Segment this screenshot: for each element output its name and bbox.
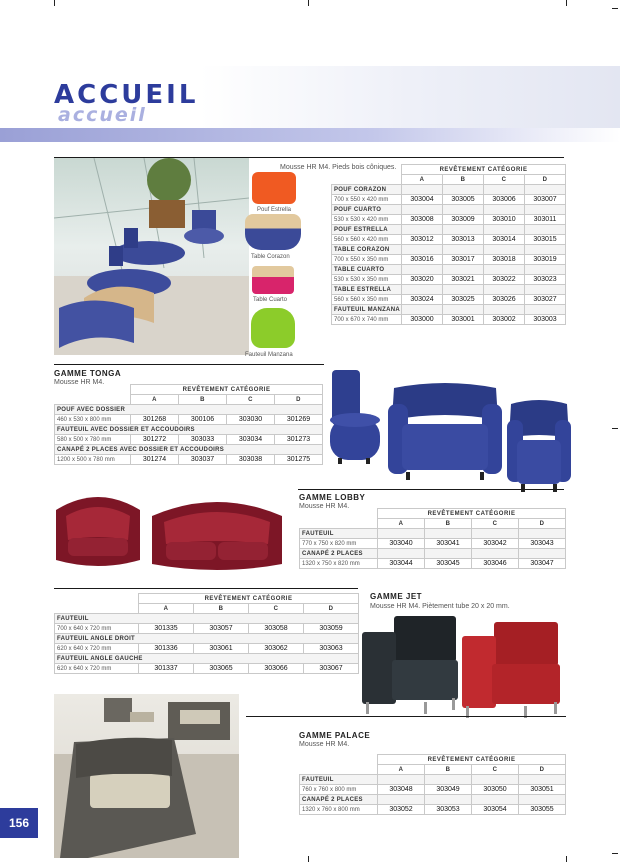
- product-code: 303021: [443, 275, 484, 285]
- label-table-cuarto: Table Cuarto: [253, 297, 288, 303]
- column-header: B: [443, 175, 484, 185]
- product-name: FAUTEUIL ANGLE GAUCHE: [55, 654, 359, 664]
- tonga-description: Mousse HR M4.: [54, 379, 105, 386]
- lobby-price-table: [299, 508, 566, 569]
- product-code: 303018: [484, 255, 525, 265]
- product-dims: 530 x 530 x 350 mm: [332, 275, 402, 285]
- product-code: 303057: [194, 624, 249, 634]
- product-name: POUF ESTRELLA: [332, 225, 402, 235]
- product-code: 303052: [378, 805, 425, 815]
- column-header: B: [425, 519, 472, 529]
- product-code: 301269: [275, 415, 323, 425]
- section1-price-table: [331, 164, 566, 325]
- product-code: 303009: [443, 215, 484, 225]
- product-name: CANAPÉ 2 PLACES: [300, 795, 378, 805]
- category-header: REVÊTEMENT CATÉGORIE: [378, 509, 566, 519]
- column-header: A: [402, 175, 443, 185]
- product-code: 300106: [179, 415, 227, 425]
- page-number: 156: [0, 808, 38, 838]
- column-header: C: [249, 604, 304, 614]
- tonga-sofa-image: [386, 380, 504, 486]
- product-code: 303030: [227, 415, 275, 425]
- crop-mark: [54, 0, 55, 6]
- product-name: FAUTEUIL: [300, 775, 378, 785]
- product-code: 303011: [525, 215, 566, 225]
- page-title: ACCUEIL: [54, 80, 199, 110]
- product-code: 301273: [275, 435, 323, 445]
- header-band: [0, 128, 620, 142]
- column-header: B: [194, 604, 249, 614]
- lobby-rule: [298, 489, 564, 490]
- product-code: 303034: [227, 435, 275, 445]
- column-header: D: [519, 765, 566, 775]
- product-code: 303053: [425, 805, 472, 815]
- product-code: 303049: [425, 785, 472, 795]
- jet-red-armchair-image: [458, 620, 562, 720]
- column-header: C: [484, 175, 525, 185]
- product-code: 301272: [131, 435, 179, 445]
- product-code: 303042: [472, 539, 519, 549]
- product-dims: 1200 x 500 x 780 mm: [55, 455, 131, 465]
- product-code: 303040: [378, 539, 425, 549]
- crop-mark: [612, 428, 618, 429]
- section1-rule: [54, 157, 564, 158]
- product-code: 301337: [139, 664, 194, 674]
- product-code: 303038: [227, 455, 275, 465]
- product-dims: 530 x 530 x 420 mm: [332, 215, 402, 225]
- product-name: FAUTEUIL: [55, 614, 359, 624]
- category-header: REVÊTEMENT CATÉGORIE: [139, 594, 359, 604]
- product-code: 303055: [519, 805, 566, 815]
- jet-description: Mousse HR M4. Piètement tube 20 x 20 mm.: [370, 603, 510, 610]
- product-code: 301274: [131, 455, 179, 465]
- table-corazon-image: [245, 214, 301, 250]
- product-code: 303058: [249, 624, 304, 634]
- product-code: 303026: [484, 295, 525, 305]
- table-cuarto-image: [252, 266, 294, 294]
- jet-black-armchair-image: [358, 614, 462, 716]
- product-code: 303005: [443, 195, 484, 205]
- lobby-armchair-image: [52, 490, 144, 576]
- product-code: 303007: [525, 195, 566, 205]
- product-code: 303027: [525, 295, 566, 305]
- category-header: REVÊTEMENT CATÉGORIE: [378, 755, 566, 765]
- crop-mark: [308, 856, 309, 862]
- product-code: 303010: [484, 215, 525, 225]
- product-name: FAUTEUIL: [300, 529, 378, 539]
- product-code: 303008: [402, 215, 443, 225]
- product-code: 301268: [131, 415, 179, 425]
- product-dims: 560 x 560 x 420 mm: [332, 235, 402, 245]
- jet-title: GAMME JET: [370, 592, 423, 601]
- product-name: FAUTEUIL AVEC DOSSIER ET ACCOUDOIRS: [55, 425, 323, 435]
- tonga-price-table: [54, 384, 323, 465]
- product-code: 303054: [472, 805, 519, 815]
- product-name: CANAPÉ 2 PLACES AVEC DOSSIER ET ACCOUDOIRS: [55, 445, 323, 455]
- lounge-photo: [54, 158, 249, 355]
- product-code: 303045: [425, 559, 472, 569]
- crop-mark: [612, 8, 618, 9]
- category-header: REVÊTEMENT CATÉGORIE: [131, 385, 323, 395]
- product-code: 303019: [525, 255, 566, 265]
- product-code: 303013: [443, 235, 484, 245]
- product-dims: 770 x 750 x 820 mm: [300, 539, 378, 549]
- product-code: 303046: [472, 559, 519, 569]
- product-code: 303059: [304, 624, 359, 634]
- product-code: 303006: [484, 195, 525, 205]
- tonga-rule: [54, 364, 324, 365]
- product-code: 303014: [484, 235, 525, 245]
- column-header: D: [525, 175, 566, 185]
- product-name: POUF CORAZON: [332, 185, 402, 195]
- product-dims: 700 x 550 x 350 mm: [332, 255, 402, 265]
- column-header: C: [472, 519, 519, 529]
- column-header: C: [227, 395, 275, 405]
- lobby-sofa-image: [148, 494, 286, 578]
- product-code: 301275: [275, 455, 323, 465]
- product-code: 303024: [402, 295, 443, 305]
- product-code: 303016: [402, 255, 443, 265]
- lobby-description: Mousse HR M4.: [299, 503, 350, 510]
- product-code: 303022: [484, 275, 525, 285]
- lobby-title: GAMME LOBBY: [299, 493, 366, 502]
- column-header: B: [425, 765, 472, 775]
- product-code: 303051: [519, 785, 566, 795]
- product-name: CANAPÉ 2 PLACES: [300, 549, 378, 559]
- product-name: TABLE CORAZON: [332, 245, 402, 255]
- palace-photo: [54, 694, 239, 858]
- fauteuil-manzana-image: [251, 308, 295, 348]
- tonga-pouf-image: [326, 368, 384, 468]
- product-code: 303061: [194, 644, 249, 654]
- product-code: 303065: [194, 664, 249, 674]
- product-code: 303044: [378, 559, 425, 569]
- column-header: D: [519, 519, 566, 529]
- product-dims: 700 x 670 x 740 mm: [332, 315, 402, 325]
- header-band-gradient: [200, 66, 620, 132]
- palace-title: GAMME PALACE: [299, 731, 371, 740]
- column-header: A: [378, 765, 425, 775]
- crop-mark: [566, 0, 567, 6]
- palace-price-table: [299, 754, 566, 815]
- product-code: 303041: [425, 539, 472, 549]
- product-code: 303001: [443, 315, 484, 325]
- pouf-estrella-image: [252, 172, 296, 204]
- product-dims: 560 x 560 x 350 mm: [332, 295, 402, 305]
- crop-mark: [612, 853, 618, 854]
- product-name: FAUTEUIL MANZANA: [332, 305, 402, 315]
- product-code: 303023: [525, 275, 566, 285]
- product-dims: 580 x 500 x 780 mm: [55, 435, 131, 445]
- product-code: 303012: [402, 235, 443, 245]
- product-dims: 700 x 640 x 720 mm: [55, 624, 139, 634]
- column-header: C: [472, 765, 519, 775]
- product-name: POUF AVEC DOSSIER: [55, 405, 323, 415]
- page-subtitle: accueil: [58, 104, 147, 126]
- tonga-armchair-image: [505, 398, 573, 496]
- column-header: A: [378, 519, 425, 529]
- category-header: REVÊTEMENT CATÉGORIE: [402, 165, 566, 175]
- product-code: 303037: [179, 455, 227, 465]
- column-header: A: [131, 395, 179, 405]
- section1-description: Mousse HR M4. Pieds bois côniques.: [280, 164, 397, 171]
- product-dims: 620 x 640 x 720 mm: [55, 644, 139, 654]
- product-code: 301336: [139, 644, 194, 654]
- product-dims: 700 x 550 x 420 mm: [332, 195, 402, 205]
- product-code: 303047: [519, 559, 566, 569]
- palace-description: Mousse HR M4.: [299, 741, 350, 748]
- product-code: 303003: [525, 315, 566, 325]
- product-code: 303062: [249, 644, 304, 654]
- crop-mark: [566, 856, 567, 862]
- crop-mark: [308, 0, 309, 6]
- product-code: 303015: [525, 235, 566, 245]
- product-code: 303066: [249, 664, 304, 674]
- column-header: B: [179, 395, 227, 405]
- product-name: TABLE CUARTO: [332, 265, 402, 275]
- product-dims: 1320 x 760 x 800 mm: [300, 805, 378, 815]
- product-dims: 760 x 760 x 800 mm: [300, 785, 378, 795]
- label-pouf-estrella: Pouf Estrella: [257, 207, 292, 213]
- product-dims: 1320 x 750 x 820 mm: [300, 559, 378, 569]
- jet-rule-left: [54, 588, 358, 589]
- label-table-corazon: Table Corazon: [251, 254, 290, 260]
- product-code: 303048: [378, 785, 425, 795]
- product-name: POUF CUARTO: [332, 205, 402, 215]
- label-fauteuil-manzana: Fauteuil Manzana: [245, 352, 293, 358]
- product-code: 301335: [139, 624, 194, 634]
- product-code: 303025: [443, 295, 484, 305]
- product-code: 303004: [402, 195, 443, 205]
- product-code: 303002: [484, 315, 525, 325]
- product-dims: 620 x 640 x 720 mm: [55, 664, 139, 674]
- product-name: FAUTEUIL ANGLE DROIT: [55, 634, 359, 644]
- column-header: A: [139, 604, 194, 614]
- product-code: 303063: [304, 644, 359, 654]
- product-code: 303000: [402, 315, 443, 325]
- product-dims: 460 x 530 x 800 mm: [55, 415, 131, 425]
- product-code: 303033: [179, 435, 227, 445]
- product-code: 303043: [519, 539, 566, 549]
- product-name: TABLE ESTRELLA: [332, 285, 402, 295]
- product-code: 303050: [472, 785, 519, 795]
- tonga-title: GAMME TONGA: [54, 369, 122, 378]
- palace-rule: [246, 716, 566, 717]
- jet-price-table: [54, 593, 359, 674]
- product-code: 303017: [443, 255, 484, 265]
- product-code: 303067: [304, 664, 359, 674]
- column-header: D: [304, 604, 359, 614]
- product-code: 303020: [402, 275, 443, 285]
- column-header: D: [275, 395, 323, 405]
